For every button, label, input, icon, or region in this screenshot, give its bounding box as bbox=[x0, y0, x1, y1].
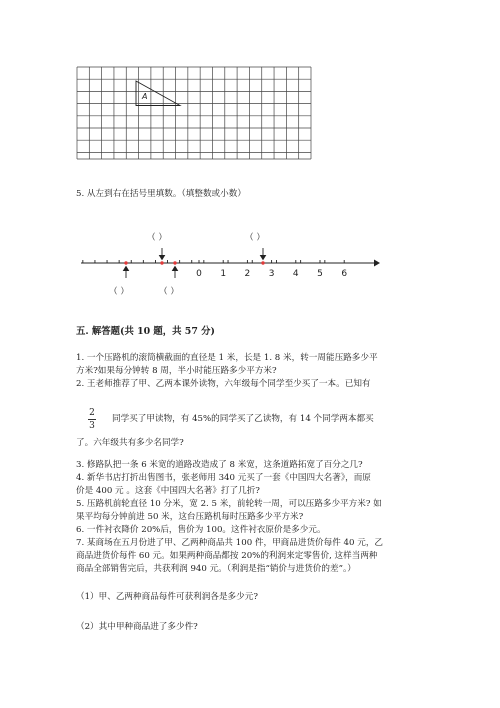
section-title: 五. 解答题(共 10 题，共 57 分) bbox=[76, 326, 215, 337]
problem-5-line-1: 5. 压路机前轮直径 10 分米，宽 2. 5 米，前轮转一周，可以压路多少平方米? 如 bbox=[76, 499, 382, 509]
problem-6: 6. 一件衬衣降价 20%后，售价为 100。这件衬衣原价是多少元。 bbox=[76, 525, 326, 535]
arrow-down-1 bbox=[160, 248, 165, 260]
arrow-down-2 bbox=[261, 248, 266, 260]
problem-7-line-1: 7. 某商场在五月份进了甲、乙两种商品共 100 件，甲商品进货价每件 40 元，乙 bbox=[76, 538, 384, 548]
answer-bracket-top-2[interactable]: （ ） bbox=[245, 233, 265, 243]
number-line-label-3: 3 bbox=[268, 269, 275, 279]
number-line-label-1: 1 bbox=[220, 269, 227, 279]
number-line-label-2: 2 bbox=[244, 269, 251, 279]
arrow-up-2 bbox=[173, 267, 178, 279]
problem-1-line-1: 1. 一个压路机的滚筒横截面的直径是 1 米，长是 1. 8 米，转一周能压路多少平 bbox=[76, 353, 378, 363]
problem-2-line-3: 了。六年级共有多少名同学? bbox=[76, 438, 184, 448]
number-line-label-0: 0 bbox=[196, 269, 202, 279]
triangle-label: A bbox=[142, 92, 148, 101]
number-line-arrowhead bbox=[374, 260, 380, 267]
fraction-denominator: 3 bbox=[89, 421, 95, 431]
answer-bracket-bottom-1[interactable]: （ ） bbox=[109, 287, 129, 297]
problem-7-line-3: 商品全部销售完后，共获利润 940 元。（利润是指“销价与进货价的差”。） bbox=[76, 564, 356, 574]
sub-question-1: （1）甲、乙两种商品每件可获利润各是多少元? bbox=[76, 592, 258, 602]
number-line bbox=[76, 226, 386, 301]
red-dot-4 bbox=[261, 261, 264, 264]
problem-3: 3. 修路队把一条 6 米宽的道路改造成了 8 米宽，这条道路拓宽了百分之几? bbox=[76, 460, 363, 470]
red-dot-2 bbox=[160, 261, 163, 264]
problem-7-line-2: 商品进货价每件 60 元。如果两种商品都按 20%的利润来定零售价, 这样当两种 bbox=[76, 551, 378, 561]
arrow-up-1 bbox=[124, 267, 129, 279]
problem-4-line-1: 4. 新华书店打折出售图书，张老师用 340 元买了一套《中国四大名著》，而原 bbox=[76, 473, 371, 483]
problem-1-line-2: 方米?如果每分钟转 8 周，半小时能压路多少平方米? bbox=[76, 366, 277, 376]
fraction-two-thirds bbox=[86, 408, 98, 431]
answer-bracket-bottom-2[interactable]: （ ） bbox=[159, 287, 179, 297]
number-line-label-5: 5 bbox=[317, 269, 323, 279]
problem-2-line-2: 同学买了甲读物，有 45%的同学买了乙读物，有 14 个同学两本都买 bbox=[112, 414, 374, 424]
red-dot-1 bbox=[124, 261, 127, 264]
red-dot-3 bbox=[173, 261, 176, 264]
q5-prompt: 5. 从左到右在括号里填数。（填整数或小数） bbox=[76, 189, 246, 199]
answer-bracket-top-1[interactable]: （ ） bbox=[147, 233, 167, 243]
number-line-label-6: 6 bbox=[341, 269, 348, 279]
problem-4-line-2: 价是 400 元 。这套《中国四大名著》打了几折? bbox=[76, 486, 260, 496]
problem-5-line-2: 果平均每分钟前进 50 米，这台压路机每时压路多少平方米? bbox=[76, 512, 304, 522]
fraction-numerator: 2 bbox=[89, 408, 95, 418]
grid-figure bbox=[76, 66, 312, 160]
number-line-label-4: 4 bbox=[292, 269, 299, 279]
fraction-bar bbox=[88, 419, 96, 420]
problem-2-line-1: 2. 王老师推荐了甲、乙两本课外读物，六年级每个同学至少买了一本。已知有 bbox=[76, 379, 371, 389]
sub-question-2: （2）其中甲种商品进了多少件? bbox=[76, 622, 198, 632]
